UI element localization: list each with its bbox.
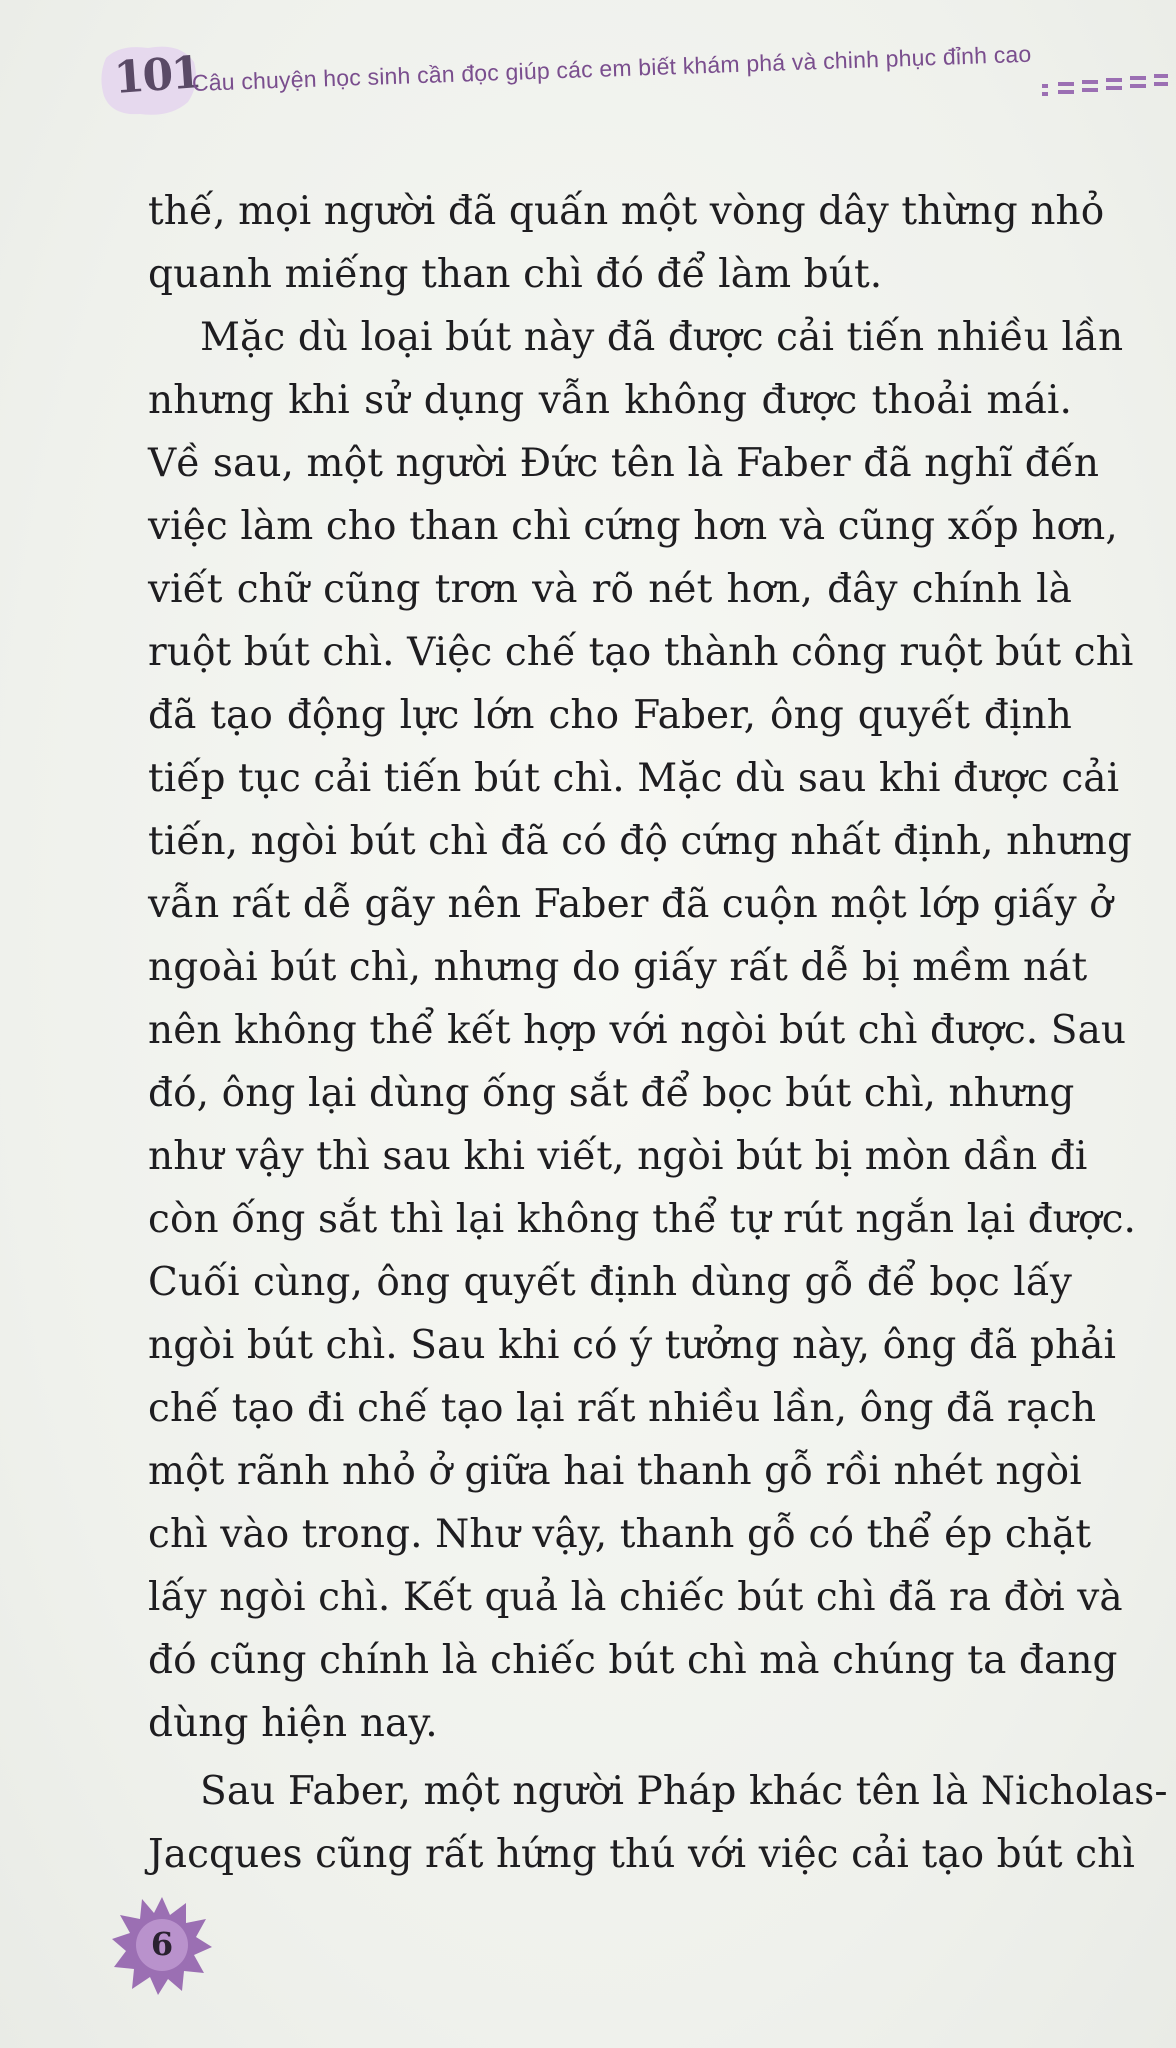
text-line: ngòi bút chì. Sau khi có ý tưởng này, ông đã phải: [148, 1323, 1117, 1368]
text-line: Mặc dù loại bút này đã được cải tiến nhiều lần: [200, 315, 1124, 360]
text-line: dùng hiện nay.: [148, 1701, 438, 1746]
text-line: viết chữ cũng trơn và rõ nét hơn, đây chính là: [148, 567, 1072, 612]
text-line: một rãnh nhỏ ở giữa hai thanh gỗ rồi nhét ngòi: [148, 1449, 1082, 1494]
text-line: Jacques cũng rất hứng thú với việc cải tạo bút chì: [148, 1832, 1135, 1877]
book-title: Câu chuyện học sinh cần đọc giúp các em biết khám phá và chinh phục đỉnh cao: [191, 40, 1032, 96]
page-number: 6: [150, 1925, 174, 1963]
text-line: chì vào trong. Như vậy, thanh gỗ có thể ép chặt: [148, 1512, 1092, 1557]
text-line: tiếp tục cải tiến bút chì. Mặc dù sau khi được cải: [148, 756, 1120, 801]
text-line: đó cũng chính là chiếc bút chì mà chúng ta đang: [148, 1638, 1118, 1683]
book-number-badge: [100, 40, 200, 120]
text-line: Sau Faber, một người Pháp khác tên là Nicholas-: [200, 1769, 1168, 1814]
text-line: Cuối cùng, ông quyết định dùng gỗ để bọc lấy: [148, 1260, 1072, 1305]
text-line: như vậy thì sau khi viết, ngòi bút bị mòn dần đi: [148, 1134, 1088, 1179]
text-line: còn ống sắt thì lại không thể tự rút ngắn lại được.: [148, 1197, 1137, 1242]
text-line: ngoài bút chì, nhưng do giấy rất dễ bị mềm nát: [148, 945, 1088, 990]
text-line: đã tạo động lực lớn cho Faber, ông quyết định: [148, 693, 1072, 738]
text-line: Về sau, một người Đức tên là Faber đã nghĩ đến: [148, 441, 1100, 486]
text-line: nhưng khi sử dụng vẫn không được thoải mái.: [148, 378, 1072, 423]
text-line: chế tạo đi chế tạo lại rất nhiều lần, ông đã rạch: [148, 1386, 1097, 1431]
text-line: nên không thể kết hợp với ngòi bút chì được. Sau: [148, 1008, 1127, 1053]
text-line: vẫn rất dễ gãy nên Faber đã cuộn một lớp giấy ở: [148, 882, 1113, 927]
decorative-dashes-icon: [1042, 66, 1172, 106]
text-line: việc làm cho than chì cứng hơn và cũng xốp hơn,: [148, 504, 1118, 549]
page-number-badge: [112, 1895, 222, 2005]
text-line: ruột bút chì. Việc chế tạo thành công ruột bút chì: [148, 630, 1134, 675]
running-header: [100, 40, 1176, 130]
text-line: lấy ngòi chì. Kết quả là chiếc bút chì đã ra đời và: [148, 1575, 1123, 1620]
text-line: đó, ông lại dùng ống sắt để bọc bút chì, nhưng: [148, 1071, 1075, 1116]
text-line: tiến, ngòi bút chì đã có độ cứng nhất định, nhưng: [148, 819, 1133, 864]
text-line: thế, mọi người đã quấn một vòng dây thừng nhỏ: [148, 189, 1105, 234]
book-number: 101: [112, 47, 202, 104]
text-line: quanh miếng than chì đó để làm bút.: [148, 252, 883, 297]
